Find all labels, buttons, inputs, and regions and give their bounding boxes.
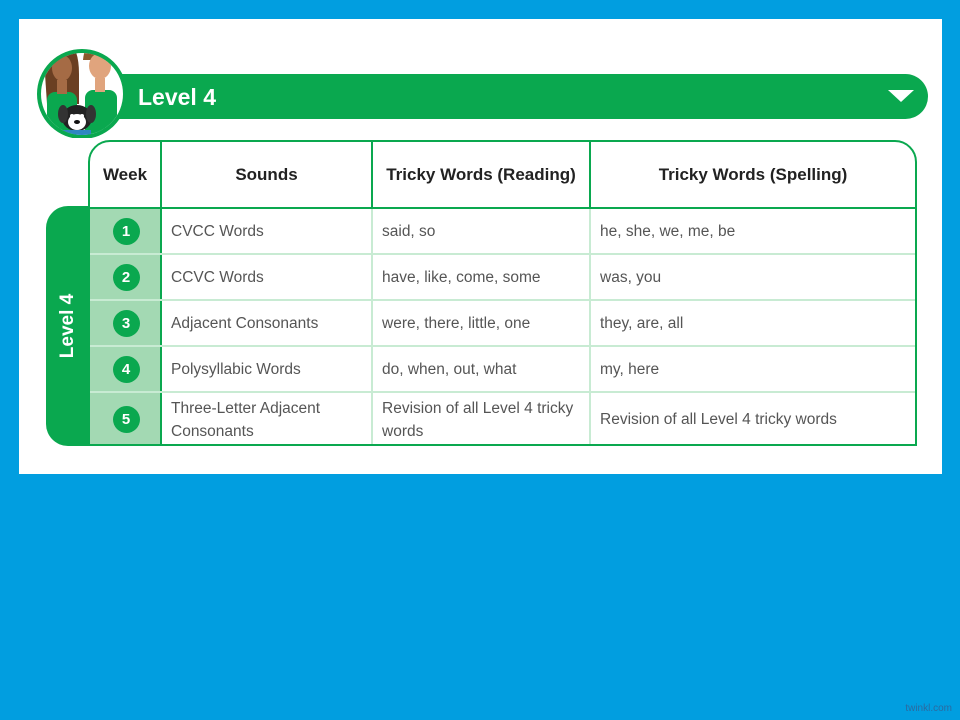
chevron-down-icon[interactable] xyxy=(888,90,914,102)
level-side-label xyxy=(46,206,90,446)
sounds-cell: CVCC Words xyxy=(162,209,373,253)
week-number-badge: 1 xyxy=(113,218,140,245)
sounds-cell: CCVC Words xyxy=(162,255,373,299)
table-row xyxy=(90,301,915,347)
children-and-dog-avatar-icon xyxy=(37,34,127,138)
table-row xyxy=(90,393,915,446)
week-number-badge: 2 xyxy=(113,264,140,291)
header-spelling: Tricky Words (Spelling) xyxy=(658,165,848,184)
week-number-badge: 4 xyxy=(113,356,140,383)
level-table xyxy=(88,140,917,446)
header-reading: Tricky Words (Reading) xyxy=(373,142,591,208)
spelling-cell: he, she, we, me, be xyxy=(600,222,736,240)
week-cell xyxy=(90,301,162,345)
header-week: Week xyxy=(90,142,162,208)
banner-title: Level 4 xyxy=(138,84,216,110)
week-number-badge: 3 xyxy=(113,310,140,337)
week-cell xyxy=(90,209,162,253)
header-sounds: Sounds xyxy=(162,142,373,208)
table-row xyxy=(90,347,915,393)
week-cell xyxy=(90,393,162,446)
spelling-cell: my, here xyxy=(600,360,660,378)
level-banner[interactable] xyxy=(96,74,928,119)
table-row xyxy=(90,209,915,255)
reading-cell: were, there, little, one xyxy=(373,301,591,345)
reading-cell: Revision of all Level 4 tricky words xyxy=(373,393,591,446)
spelling-cell: they, are, all xyxy=(600,314,684,332)
reading-cell: said, so xyxy=(373,209,591,253)
reading-cell: do, when, out, what xyxy=(373,347,591,391)
reading-cell: have, like, come, some xyxy=(373,255,591,299)
spelling-cell: was, you xyxy=(600,268,662,286)
sounds-cell: Three-Letter Adjacent Consonants xyxy=(162,393,373,446)
spelling-cell: Revision of all Level 4 tricky words xyxy=(600,411,837,428)
week-cell xyxy=(90,347,162,391)
level-side-label-text: Level 4 xyxy=(57,293,78,359)
sounds-cell: Adjacent Consonants xyxy=(162,301,373,345)
week-number-badge: 5 xyxy=(113,406,140,433)
table-row xyxy=(90,255,915,301)
footer-credit: twinkl.com xyxy=(905,703,952,714)
week-cell xyxy=(90,255,162,299)
sounds-cell: Polysyllabic Words xyxy=(162,347,373,391)
